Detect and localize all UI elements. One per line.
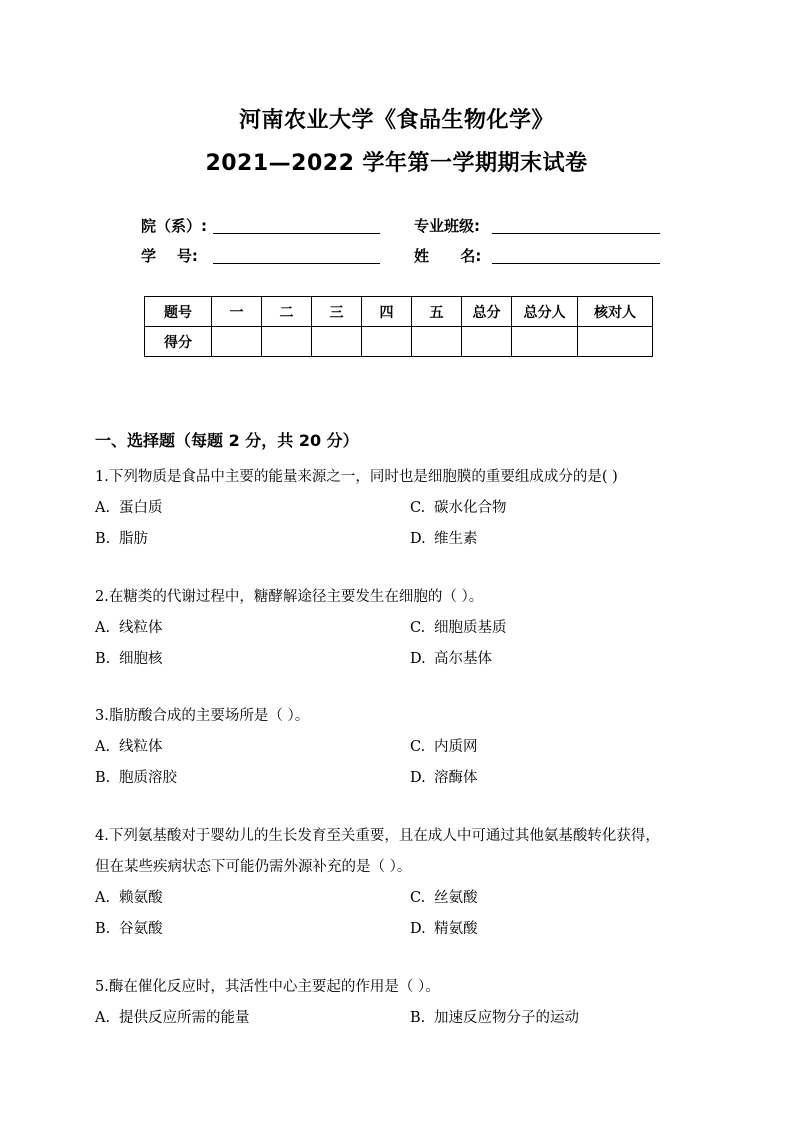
score-header-cell: 四	[362, 297, 412, 327]
option-text: 提供反应所需的能量	[119, 1010, 250, 1026]
score-cell[interactable]	[262, 327, 312, 357]
score-table	[144, 296, 653, 357]
option-item[interactable]	[95, 917, 163, 938]
option-item[interactable]	[410, 886, 478, 907]
question-stem: 3.脂肪酸合成的主要场所是（ ）。	[95, 708, 310, 724]
name-field[interactable]	[492, 245, 660, 264]
score-cell[interactable]	[578, 327, 653, 357]
option-text: 谷氨酸	[119, 921, 163, 937]
option-item[interactable]	[95, 735, 163, 756]
option-text: 赖氨酸	[119, 890, 163, 906]
option-item[interactable]	[95, 496, 163, 517]
option-letter: C.	[410, 739, 426, 755]
option-item[interactable]	[410, 616, 507, 637]
option-text: 溶酶体	[434, 770, 478, 786]
name-label: 姓 名:	[414, 247, 482, 265]
score-cell[interactable]	[512, 327, 578, 357]
option-letter: A.	[95, 1010, 111, 1026]
option-letter: B.	[410, 1010, 426, 1026]
option-letter: D.	[410, 921, 426, 937]
option-text: 细胞质基质	[434, 620, 507, 636]
option-letter: A.	[95, 890, 111, 906]
option-letter: B.	[95, 651, 111, 667]
option-letter: C.	[410, 890, 426, 906]
option-letter: D.	[410, 531, 426, 547]
question-stem-continued: 但在某些疾病状态下可能仍需外源补充的是（ ）。	[95, 859, 412, 875]
option-text: 高尔基体	[434, 651, 492, 667]
option-item[interactable]	[95, 766, 177, 787]
option-letter: C.	[410, 620, 426, 636]
option-item[interactable]	[95, 886, 163, 907]
option-letter: B.	[95, 531, 111, 547]
option-item[interactable]	[410, 527, 478, 548]
option-text: 内质网	[434, 739, 478, 755]
option-item[interactable]	[410, 496, 507, 517]
option-text: 精氨酸	[434, 921, 478, 937]
question-stem: 4.下列氨基酸对于婴幼儿的生长发育至关重要，且在成人中可通过其他氨基酸转化获得，	[95, 828, 660, 844]
option-text: 细胞核	[119, 651, 163, 667]
score-cell[interactable]	[362, 327, 412, 357]
option-text: 线粒体	[119, 739, 163, 755]
option-letter: B.	[95, 770, 111, 786]
option-item[interactable]	[95, 527, 148, 548]
score-header-cell: 总分	[462, 297, 512, 327]
option-text: 胞质溶胶	[119, 770, 177, 786]
score-table-header-row	[145, 297, 653, 327]
score-header-cell: 五	[412, 297, 462, 327]
option-letter: D.	[410, 770, 426, 786]
score-table-score-row	[145, 327, 653, 357]
option-text: 碳水化合物	[434, 500, 507, 516]
option-letter: A.	[95, 620, 111, 636]
option-text: 维生素	[434, 531, 478, 547]
option-letter: A.	[95, 739, 111, 755]
class-label: 专业班级:	[414, 217, 480, 235]
question-stem: 2.在糖类的代谢过程中，糖酵解途径主要发生在细胞的（ ）。	[95, 589, 484, 605]
dept-field[interactable]	[213, 215, 380, 234]
dept-label: 院（系）:	[141, 217, 207, 235]
student-id-field[interactable]	[213, 245, 380, 264]
option-text: 加速反应物分子的运动	[434, 1010, 579, 1026]
score-header-cell: 二	[262, 297, 312, 327]
option-letter: A.	[95, 500, 111, 516]
score-cell[interactable]	[312, 327, 362, 357]
score-header-cell: 题号	[145, 297, 212, 327]
score-header-cell: 三	[312, 297, 362, 327]
option-text: 丝氨酸	[434, 890, 478, 906]
exam-title-line1: 河南农业大学《食品生物化学》	[238, 108, 554, 133]
score-cell[interactable]	[462, 327, 512, 357]
option-letter: D.	[410, 651, 426, 667]
student-id-label: 学 号:	[141, 247, 198, 265]
option-item[interactable]	[410, 1006, 579, 1027]
option-item[interactable]	[410, 766, 478, 787]
option-text: 线粒体	[119, 620, 163, 636]
option-item[interactable]	[95, 1006, 250, 1027]
option-item[interactable]	[410, 917, 478, 938]
option-item[interactable]	[95, 647, 163, 668]
exam-title-line2: 2021—2022 学年第一学期期末试卷	[205, 151, 588, 176]
option-item[interactable]	[95, 616, 163, 637]
section-title: 一、选择题（每题 2 分，共 20 分）	[95, 431, 359, 450]
class-field[interactable]	[492, 215, 660, 234]
option-item[interactable]	[410, 647, 492, 668]
score-header-cell: 核对人	[578, 297, 653, 327]
option-text: 脂肪	[119, 531, 148, 547]
option-text: 蛋白质	[119, 500, 163, 516]
option-letter: C.	[410, 500, 426, 516]
score-cell[interactable]	[212, 327, 262, 357]
question-stem: 1.下列物质是食品中主要的能量来源之一，同时也是细胞膜的重要组成成分的是( )	[95, 469, 618, 485]
score-row-label: 得分	[145, 327, 212, 357]
score-cell[interactable]	[412, 327, 462, 357]
option-letter: B.	[95, 921, 111, 937]
question-stem: 5.酶在催化反应时，其活性中心主要起的作用是（ ）。	[95, 979, 440, 995]
score-header-cell: 一	[212, 297, 262, 327]
score-header-cell: 总分人	[512, 297, 578, 327]
option-item[interactable]	[410, 735, 478, 756]
